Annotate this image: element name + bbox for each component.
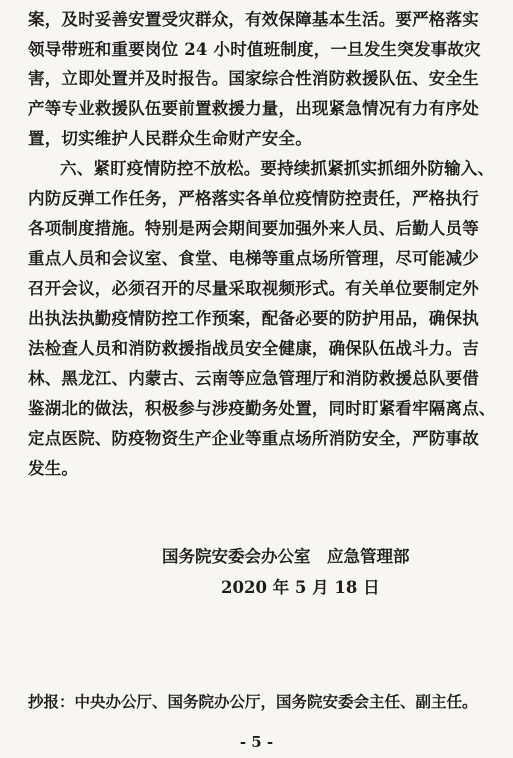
issuer-signature: 国务院安委会办公室 应急管理部 xyxy=(162,547,410,566)
para2-line-2: 内防反弹工作任务，严格落实各单位疫情防控责任，严格执行 xyxy=(28,189,479,208)
para2-line-5: 召开会议，必须召开的尽量采取视频形式。有关单位要制定外 xyxy=(28,279,479,298)
issue-date: 2020 年 5 月 18 日 xyxy=(221,578,380,597)
para2-line-8: 林、黑龙江、内蒙古、云南等应急管理厅和消防救援总队要借 xyxy=(28,369,479,388)
para1-line-3: 害，立即处置并及时报告。国家综合性消防救援队伍、安全生 xyxy=(28,69,479,88)
section-heading: 六、紧盯疫情防控不放松。 xyxy=(60,159,261,178)
para2-first-line xyxy=(60,157,494,181)
para1-line-4: 产等专业救援队伍要前置救援力量，出现紧急情况有力有序处 xyxy=(28,99,479,118)
cc-recipients: 中央办公厅、国务院办公厅，国务院安委会主任、副主任。 xyxy=(74,692,478,711)
para2-line-9: 鉴湖北的做法，积极参与涉疫勤务处置，同时盯紧看牢隔离点、 xyxy=(28,399,496,418)
para2-line-7: 法检查人员和消防救援指战员安全健康，确保队伍战斗力。吉 xyxy=(28,339,479,358)
para2-line-10: 定点医院、防疫物资生产企业等重点场所消防安全，严防事故 xyxy=(28,429,479,448)
para1-line-2: 领导带班和重要岗位 24 小时值班制度，一旦发生突发事故灾 xyxy=(28,40,481,59)
para2-line-3: 各项制度措施。特别是两会期间要加强外来人员、后勤人员等 xyxy=(28,219,479,238)
cc-label: 抄报： xyxy=(28,692,75,711)
page-number: - 5 - xyxy=(239,733,274,751)
para2-line-1: 要持续抓紧抓实抓细外防输入、 xyxy=(260,159,495,178)
para1-line-5: 置，切实维护人民群众生命财产安全。 xyxy=(28,129,312,148)
cc-line xyxy=(28,690,478,712)
para1-line-1: 案，及时妥善安置受灾群众，有效保障基本生活。要严格落实 xyxy=(28,10,479,29)
para2-line-11: 发生。 xyxy=(28,459,79,478)
para2-line-6: 出执法执勤疫情防控工作预案，配备必要的防护用品，确保执 xyxy=(28,309,479,328)
para2-line-4: 重点人员和会议室、食堂、电梯等重点场所管理，尽可能减少 xyxy=(28,249,479,268)
